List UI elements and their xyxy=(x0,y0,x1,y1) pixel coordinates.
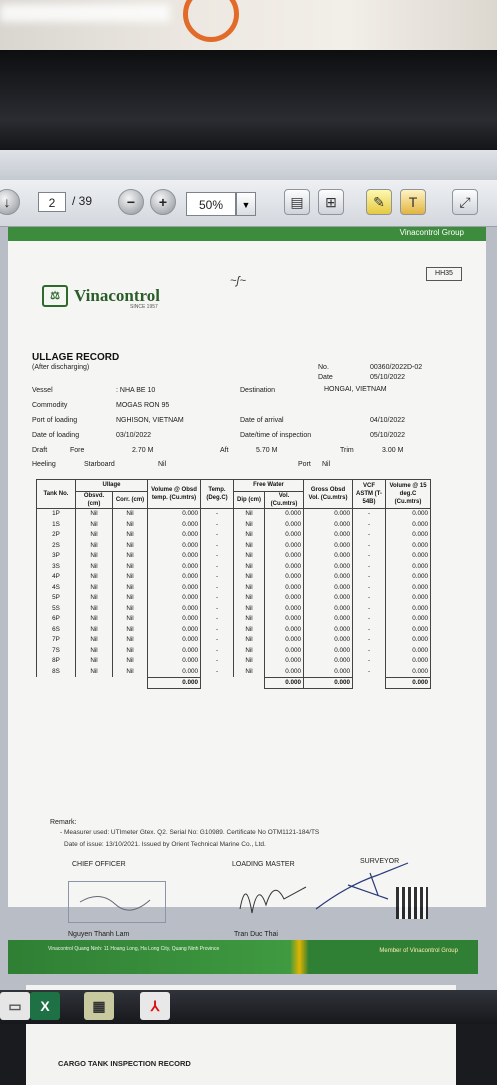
total-vol: 0.000 xyxy=(265,677,304,689)
cell-corr: Nil xyxy=(113,561,148,572)
cell-obsvd: Nil xyxy=(76,645,113,656)
cell-vol15: 0.000 xyxy=(386,561,431,572)
cell-obsvd: Nil xyxy=(76,582,113,593)
cell-vcf: - xyxy=(353,635,386,646)
cell-corr: Nil xyxy=(113,666,148,677)
cell-gross: 0.000 xyxy=(304,519,353,530)
form-code: HH35 xyxy=(426,267,462,281)
cell-tank: 6P xyxy=(37,614,76,625)
cell-dip: Nil xyxy=(234,593,265,604)
col-obsvd: Obsvd. (cm) xyxy=(76,491,113,508)
cell-vol: 0.000 xyxy=(265,582,304,593)
cell-tank: 5S xyxy=(37,603,76,614)
monitor-screen xyxy=(0,150,497,1068)
cell-vol: 0.000 xyxy=(265,551,304,562)
cell-vol: 0.000 xyxy=(265,656,304,667)
table-row xyxy=(37,666,431,677)
cell-obsvd: Nil xyxy=(76,561,113,572)
cell-gross: 0.000 xyxy=(304,540,353,551)
cell-temp: - xyxy=(201,540,234,551)
cell-vcf: - xyxy=(353,551,386,562)
loading-master-label: LOADING MASTER xyxy=(232,861,295,868)
total-row xyxy=(37,677,431,689)
col-vcf: VCF ASTM (T-54B) xyxy=(353,480,386,509)
cell-volume: 0.000 xyxy=(148,624,201,635)
total-gross: 0.000 xyxy=(304,677,353,689)
cell-tank: 8P xyxy=(37,656,76,667)
brand-name: Vinacontrol xyxy=(74,286,160,305)
cell-corr: Nil xyxy=(113,508,148,519)
cell-dip: Nil xyxy=(234,508,265,519)
cell-vol: 0.000 xyxy=(265,561,304,572)
cell-vol15: 0.000 xyxy=(386,540,431,551)
brand-since: SINCE 1957 xyxy=(130,304,158,310)
cell-corr: Nil xyxy=(113,624,148,635)
chief-officer-label: CHIEF OFFICER xyxy=(72,861,126,868)
table-row xyxy=(37,582,431,593)
cell-vcf: - xyxy=(353,561,386,572)
table-row xyxy=(37,635,431,646)
stamp-signature xyxy=(70,882,164,920)
footer-address: Vinacontrol Quang Ninh: 11 Hoang Long, Ha Long City, Quang Ninh Province xyxy=(48,946,220,952)
wall-decoration xyxy=(183,0,239,42)
cell-vol: 0.000 xyxy=(265,508,304,519)
table-row xyxy=(37,614,431,625)
cell-temp: - xyxy=(201,593,234,604)
cell-vol15: 0.000 xyxy=(386,624,431,635)
cell-obsvd: Nil xyxy=(76,593,113,604)
image-viewer-icon[interactable]: ▦ xyxy=(84,992,114,1020)
cell-corr: Nil xyxy=(113,614,148,625)
date-label: Date xyxy=(318,374,333,381)
vinacontrol-logo xyxy=(42,285,160,310)
cell-vol15: 0.000 xyxy=(386,551,431,562)
cell-vcf: - xyxy=(353,614,386,625)
next-page-title: CARGO TANK INSPECTION RECORD xyxy=(58,1059,191,1068)
table-row xyxy=(37,561,431,572)
cell-vol15: 0.000 xyxy=(386,614,431,625)
table-row xyxy=(37,508,431,519)
cell-volume: 0.000 xyxy=(148,666,201,677)
table-row xyxy=(37,551,431,562)
cell-volume: 0.000 xyxy=(148,519,201,530)
zoom-dropdown-button[interactable]: ▼ xyxy=(236,192,256,216)
port-label: Port xyxy=(298,461,311,468)
cell-obsvd: Nil xyxy=(76,530,113,541)
zoom-level-input[interactable]: 50% xyxy=(186,192,236,216)
cell-tank: 2P xyxy=(37,530,76,541)
cell-vcf: - xyxy=(353,572,386,583)
cell-tank: 5P xyxy=(37,593,76,604)
total-empty-cell xyxy=(113,677,148,689)
total-empty-cell xyxy=(76,677,113,689)
cell-vol: 0.000 xyxy=(265,614,304,625)
col-volume: Volume @ Obsd temp. (Cu.mtrs) xyxy=(148,480,201,509)
cell-vol: 0.000 xyxy=(265,666,304,677)
cell-corr: Nil xyxy=(113,603,148,614)
cell-vol: 0.000 xyxy=(265,593,304,604)
trim-label: Trim xyxy=(340,447,354,454)
cell-vol15: 0.000 xyxy=(386,519,431,530)
cell-tank: 4P xyxy=(37,572,76,583)
cell-tank: 4S xyxy=(37,582,76,593)
cell-tank: 7P xyxy=(37,635,76,646)
destination-value: HONGAI, VIETNAM xyxy=(324,386,387,393)
monitor-bezel xyxy=(0,50,497,150)
table-row xyxy=(37,624,431,635)
cell-vol: 0.000 xyxy=(265,530,304,541)
cell-gross: 0.000 xyxy=(304,603,353,614)
total-vol15: 0.000 xyxy=(386,677,431,689)
cell-volume: 0.000 xyxy=(148,508,201,519)
remark-label: Remark: xyxy=(50,819,77,826)
cell-dip: Nil xyxy=(234,624,265,635)
browser-top-bar xyxy=(0,150,497,180)
vessel-value: : NHA BE 10 xyxy=(116,387,156,394)
cell-vol: 0.000 xyxy=(265,645,304,656)
destination-label: Destination xyxy=(240,387,276,394)
total-volume: 0.000 xyxy=(148,677,201,689)
cell-dip: Nil xyxy=(234,603,265,614)
cell-temp: - xyxy=(201,666,234,677)
typewriter-button[interactable]: T xyxy=(400,189,426,215)
table-row xyxy=(37,593,431,604)
cell-obsvd: Nil xyxy=(76,656,113,667)
cell-vol: 0.000 xyxy=(265,624,304,635)
cell-gross: 0.000 xyxy=(304,530,353,541)
cell-vol15: 0.000 xyxy=(386,666,431,677)
cell-corr: Nil xyxy=(113,635,148,646)
cell-temp: - xyxy=(201,614,234,625)
cell-gross: 0.000 xyxy=(304,666,353,677)
cell-vol: 0.000 xyxy=(265,572,304,583)
cell-tank: 3P xyxy=(37,551,76,562)
remark-line-1: - Measurer used: UTImeter Gtex. Q2. Serial No: G10989. Certificate No OTM1121-184/TS xyxy=(60,829,320,836)
light-glare xyxy=(0,4,170,22)
table-row xyxy=(37,572,431,583)
date-loading-label: Date of loading xyxy=(32,432,80,439)
total-empty-cell xyxy=(353,677,386,689)
cell-corr: Nil xyxy=(113,645,148,656)
heeling-value: Nil xyxy=(158,461,167,468)
col-vol: Vol. (Cu.mtrs) xyxy=(265,491,304,508)
record-title: ULLAGE RECORD xyxy=(32,352,120,363)
cell-vol15: 0.000 xyxy=(386,508,431,519)
cell-temp: - xyxy=(201,572,234,583)
cell-tank: 1P xyxy=(37,508,76,519)
fore-label: Fore xyxy=(70,447,85,454)
cell-vcf: - xyxy=(353,624,386,635)
cell-vol15: 0.000 xyxy=(386,593,431,604)
cell-obsvd: Nil xyxy=(76,614,113,625)
cell-temp: - xyxy=(201,519,234,530)
excel-icon[interactable]: X xyxy=(30,992,60,1020)
trim-value: 3.00 M xyxy=(382,447,404,454)
cell-vcf: - xyxy=(353,540,386,551)
cell-corr: Nil xyxy=(113,593,148,604)
page-header-band xyxy=(8,227,486,241)
col-tank: Tank No. xyxy=(37,480,76,509)
surveyor-label: SURVEYOR xyxy=(360,858,400,865)
cell-corr: Nil xyxy=(113,540,148,551)
date-loading-value: 03/10/2022 xyxy=(116,432,152,439)
cell-gross: 0.000 xyxy=(304,593,353,604)
cell-volume: 0.000 xyxy=(148,582,201,593)
ullage-table xyxy=(36,479,431,689)
total-empty-cell xyxy=(201,677,234,689)
page-total-label: / 39 xyxy=(72,194,93,208)
cell-corr: Nil xyxy=(113,582,148,593)
cell-dip: Nil xyxy=(234,666,265,677)
cell-gross: 0.000 xyxy=(304,645,353,656)
cell-gross: 0.000 xyxy=(304,624,353,635)
cell-vcf: - xyxy=(353,645,386,656)
port-loading-value: NGHISON, VIETNAM xyxy=(116,417,184,424)
aft-label: Aft xyxy=(220,447,229,454)
cell-temp: - xyxy=(201,551,234,562)
no-label: No. xyxy=(318,364,329,371)
cell-gross: 0.000 xyxy=(304,508,353,519)
table-row xyxy=(37,603,431,614)
cell-dip: Nil xyxy=(234,614,265,625)
col-ullage: Ullage xyxy=(76,480,148,492)
cell-temp: - xyxy=(201,530,234,541)
cell-dip: Nil xyxy=(234,582,265,593)
document-viewer[interactable] xyxy=(0,227,497,1068)
cell-vcf: - xyxy=(353,519,386,530)
draft-label: Draft xyxy=(32,447,48,454)
cell-tank: 3S xyxy=(37,561,76,572)
col-gross: Gross Obsd Vol. (Cu.mtrs) xyxy=(304,480,353,509)
aft-value: 5.70 M xyxy=(256,447,278,454)
chief-officer-name: Nguyen Thanh Lam xyxy=(68,931,130,938)
total-empty-cell xyxy=(37,677,76,689)
cell-volume: 0.000 xyxy=(148,645,201,656)
heeling-side: Starboard xyxy=(84,461,115,468)
table-row xyxy=(37,519,431,530)
vessel-label: Vessel xyxy=(32,387,53,394)
col-dip: Dip (cm) xyxy=(234,491,265,508)
cell-dip: Nil xyxy=(234,551,265,562)
taskbar xyxy=(0,990,497,1024)
cell-tank: 1S xyxy=(37,519,76,530)
cell-temp: - xyxy=(201,645,234,656)
cell-volume: 0.000 xyxy=(148,614,201,625)
cell-gross: 0.000 xyxy=(304,582,353,593)
cell-temp: - xyxy=(201,508,234,519)
cell-vol15: 0.000 xyxy=(386,582,431,593)
cell-gross: 0.000 xyxy=(304,551,353,562)
cell-corr: Nil xyxy=(113,572,148,583)
loading-master-signature xyxy=(234,869,314,925)
fit-page-button[interactable]: ▤ xyxy=(284,189,310,215)
cell-dip: Nil xyxy=(234,635,265,646)
cell-vol: 0.000 xyxy=(265,635,304,646)
cell-dip: Nil xyxy=(234,519,265,530)
cell-vol15: 0.000 xyxy=(386,656,431,667)
download-button[interactable]: ↓ xyxy=(0,189,20,215)
cell-obsvd: Nil xyxy=(76,635,113,646)
ship-stamp xyxy=(68,881,166,923)
cell-volume: 0.000 xyxy=(148,540,201,551)
cell-vcf: - xyxy=(353,593,386,604)
cell-volume: 0.000 xyxy=(148,603,201,614)
cell-gross: 0.000 xyxy=(304,614,353,625)
cell-dip: Nil xyxy=(234,540,265,551)
comment-button[interactable]: ✎ xyxy=(366,189,392,215)
cell-temp: - xyxy=(201,561,234,572)
cell-vol15: 0.000 xyxy=(386,572,431,583)
cell-temp: - xyxy=(201,624,234,635)
col-vol15: Volume @ 15 deg.C (Cu.mtrs) xyxy=(386,480,431,509)
heeling-label: Heeling xyxy=(32,461,56,468)
port-value: Nil xyxy=(322,461,331,468)
arrival-value: 04/10/2022 xyxy=(370,417,406,424)
record-subtitle: (After discharging) xyxy=(32,364,90,371)
cell-vol15: 0.000 xyxy=(386,645,431,656)
cell-vcf: - xyxy=(353,603,386,614)
cell-dip: Nil xyxy=(234,645,265,656)
table-row xyxy=(37,645,431,656)
pdf-toolbar xyxy=(0,180,497,227)
qr-code xyxy=(396,887,428,919)
cell-temp: - xyxy=(201,656,234,667)
cell-obsvd: Nil xyxy=(76,540,113,551)
commodity-label: Commodity xyxy=(32,402,68,409)
arrival-label: Date of arrival xyxy=(240,417,284,424)
taskbar-app-icon[interactable]: ▭ xyxy=(0,992,30,1020)
cell-obsvd: Nil xyxy=(76,666,113,677)
col-free-water: Free Water xyxy=(234,480,304,492)
cell-tank: 2S xyxy=(37,540,76,551)
cell-vol: 0.000 xyxy=(265,603,304,614)
table-row xyxy=(37,530,431,541)
fit-width-button[interactable]: ⊞ xyxy=(318,189,344,215)
cell-volume: 0.000 xyxy=(148,656,201,667)
remark-line-2: Date of issue: 13/10/2021. Issued by Orient Technical Marine Co., Ltd. xyxy=(64,841,266,848)
cell-obsvd: Nil xyxy=(76,508,113,519)
cell-vcf: - xyxy=(353,656,386,667)
cell-temp: - xyxy=(201,582,234,593)
cell-volume: 0.000 xyxy=(148,635,201,646)
col-temp: Temp. (Deg.C) xyxy=(201,480,234,509)
cell-temp: - xyxy=(201,635,234,646)
cell-obsvd: Nil xyxy=(76,572,113,583)
cell-obsvd: Nil xyxy=(76,551,113,562)
cell-tank: 8S xyxy=(37,666,76,677)
cell-dip: Nil xyxy=(234,561,265,572)
cell-vcf: - xyxy=(353,666,386,677)
cell-volume: 0.000 xyxy=(148,551,201,562)
cell-vcf: - xyxy=(353,508,386,519)
cell-gross: 0.000 xyxy=(304,656,353,667)
cell-vol15: 0.000 xyxy=(386,530,431,541)
cell-obsvd: Nil xyxy=(76,603,113,614)
cell-gross: 0.000 xyxy=(304,572,353,583)
cell-vol: 0.000 xyxy=(265,540,304,551)
cell-corr: Nil xyxy=(113,519,148,530)
cell-dip: Nil xyxy=(234,572,265,583)
cell-vcf: - xyxy=(353,582,386,593)
cell-volume: 0.000 xyxy=(148,561,201,572)
cell-volume: 0.000 xyxy=(148,572,201,583)
cell-tank: 7S xyxy=(37,645,76,656)
no-value: 00360/2022D-02 xyxy=(370,364,423,371)
col-corr: Corr. (cm) xyxy=(113,491,148,508)
cell-corr: Nil xyxy=(113,551,148,562)
page-footer xyxy=(8,940,478,974)
cell-vcf: - xyxy=(353,530,386,541)
surveyor-name: Tran Duc Thai xyxy=(234,931,278,938)
inspection-label: Date/time of inspection xyxy=(240,432,312,439)
table-row xyxy=(37,656,431,667)
header-group-name: Vinacontrol Group xyxy=(399,228,464,237)
pdf-reader-icon[interactable]: ⅄ xyxy=(140,992,170,1020)
cell-obsvd: Nil xyxy=(76,519,113,530)
cell-dip: Nil xyxy=(234,656,265,667)
commodity-value: MOGAS RON 95 xyxy=(116,402,170,409)
cell-tank: 6S xyxy=(37,624,76,635)
zoom-in-button[interactable]: + xyxy=(150,189,176,215)
footer-member: Member of Vinacontrol Group xyxy=(379,948,458,954)
cell-vol15: 0.000 xyxy=(386,635,431,646)
handwritten-signature: ~ʃ~ xyxy=(230,275,247,287)
scale-icon: ⚖ xyxy=(42,285,68,307)
cell-vol15: 0.000 xyxy=(386,603,431,614)
cell-temp: - xyxy=(201,603,234,614)
cell-gross: 0.000 xyxy=(304,561,353,572)
cell-corr: Nil xyxy=(113,656,148,667)
date-value: 05/10/2022 xyxy=(370,374,406,381)
cell-volume: 0.000 xyxy=(148,530,201,541)
fullscreen-button[interactable]: ⤢ xyxy=(452,189,478,215)
cell-volume: 0.000 xyxy=(148,593,201,604)
document-page xyxy=(8,227,486,938)
fore-value: 2.70 M xyxy=(132,447,154,454)
cell-dip: Nil xyxy=(234,530,265,541)
table-row xyxy=(37,540,431,551)
page-number-input[interactable]: 2 xyxy=(38,192,66,212)
cell-corr: Nil xyxy=(113,530,148,541)
cell-obsvd: Nil xyxy=(76,624,113,635)
inspection-value: 05/10/2022 xyxy=(370,432,406,439)
zoom-out-button[interactable]: − xyxy=(118,189,144,215)
total-empty-cell xyxy=(234,677,265,689)
port-loading-label: Port of loading xyxy=(32,417,78,424)
cell-gross: 0.000 xyxy=(304,635,353,646)
cell-vol: 0.000 xyxy=(265,519,304,530)
